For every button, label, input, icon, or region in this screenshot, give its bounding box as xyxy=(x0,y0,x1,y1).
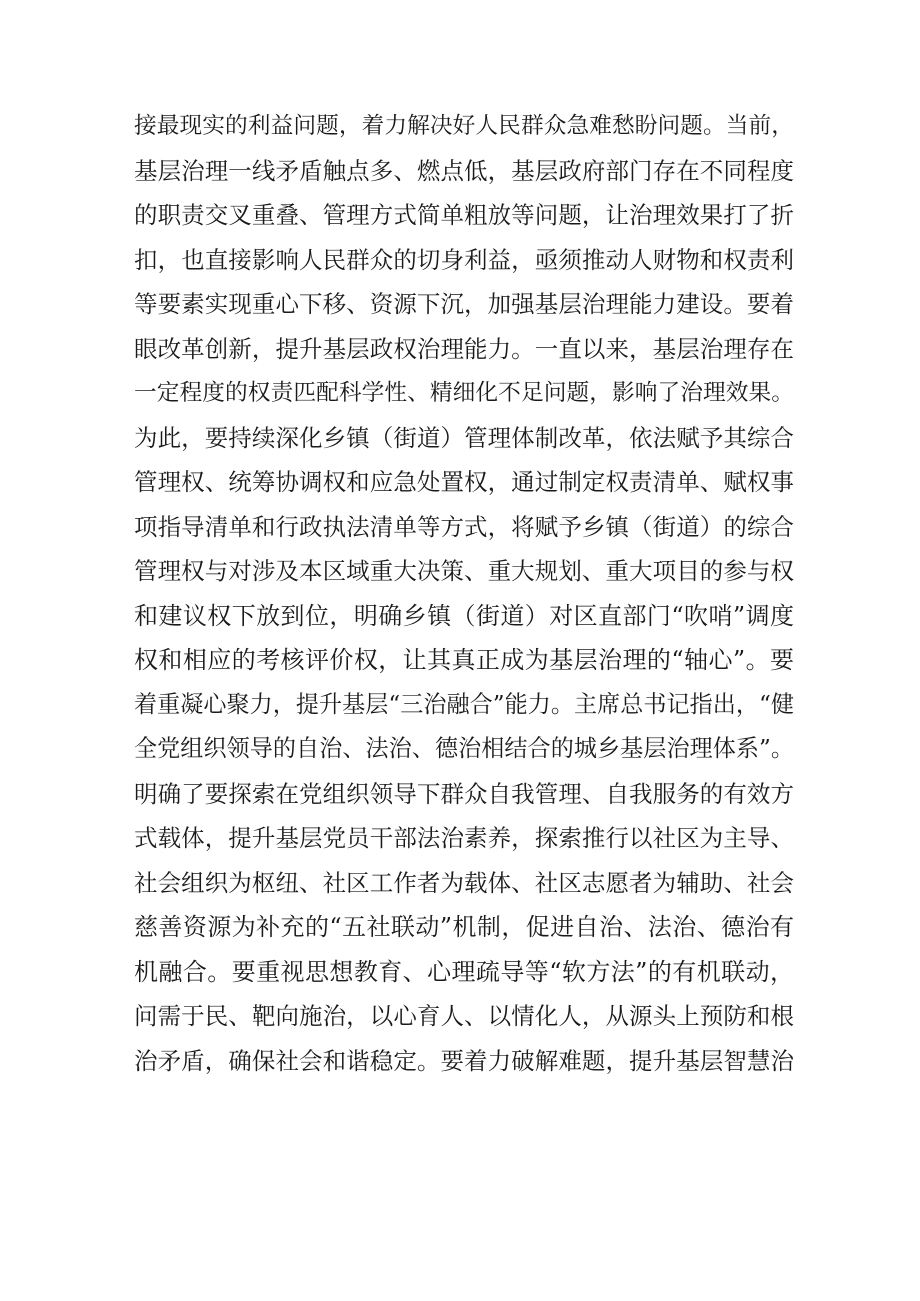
text-line-14: 着重凝心聚力，提升基层“三治融合”能力。主席总书记指出，“健 xyxy=(134,691,794,718)
text-line-8: 为此，要持续深化乡镇（街道）管理体制改革，依法赋予其综合 xyxy=(134,423,794,452)
body-text xyxy=(134,104,794,1083)
text-line-13: 权和相应的考核评价权，让其真正成为基层治理的“轴心”。要 xyxy=(134,646,794,674)
text-line-1: 接最现实的利益问题，着力解决好人民群众急难愁盼问题。当前， xyxy=(134,113,794,139)
text-line-6: 眼改革创新，提升基层政权治理能力。一直以来，基层治理存在 xyxy=(134,334,794,363)
text-line-9: 管理权、统筹协调权和应急处置权，通过制定权责清单、赋权事 xyxy=(134,468,794,496)
text-line-17: 式载体，提升基层党员干部法治素养，探索推行以社区为主导、 xyxy=(134,824,794,852)
text-line-16: 明确了要探索在党组织领导下群众自我管理、自我服务的有效方 xyxy=(134,779,794,808)
text-line-2: 基层治理一线矛盾触点多、燃点低，基层政府部门存在不同程度 xyxy=(134,156,794,185)
text-line-10: 项指导清单和行政执法清单等方式，将赋予乡镇（街道）的综合 xyxy=(134,512,794,541)
text-line-12: 和建议权下放到位，明确乡镇（街道）对区直部门“吹哨”调度 xyxy=(134,601,794,630)
text-line-7: 一定程度的权责匹配科学性、精细化不足问题，影响了治理效果。 xyxy=(134,380,794,406)
text-line-3: 的职责交叉重叠、管理方式简单粗放等问题，让治理效果打了折 xyxy=(134,201,794,229)
text-line-11: 管理权与对涉及本区域重大决策、重大规划、重大项目的参与权 xyxy=(134,557,794,585)
text-line-22: 治矛盾，确保社会和谐稳定。要着力破解难题，提升基层智慧治 xyxy=(134,1046,794,1075)
text-line-15: 全党组织领导的自治、法治、德治相结合的城乡基层治理体系”。 xyxy=(134,736,794,762)
text-line-5: 等要素实现重心下移、资源下沉，加强基层治理能力建设。要着 xyxy=(134,290,794,318)
text-line-18: 社会组织为枢纽、社区工作者为载体、社区志愿者为辅助、社会 xyxy=(134,868,794,897)
text-line-19: 慈善资源为补充的“五社联动”机制，促进自治、法治、德治有 xyxy=(134,913,794,941)
text-line-4: 扣，也直接影响人民群众的切身利益，亟须推动人财物和权责利 xyxy=(134,245,794,274)
text-line-21: 问需于民、靶向施治，以心育人、以情化人，从源头上预防和根 xyxy=(134,1002,794,1030)
text-line-20: 机融合。要重视思想教育、心理疏导等“软方法”的有机联动， xyxy=(134,957,794,986)
